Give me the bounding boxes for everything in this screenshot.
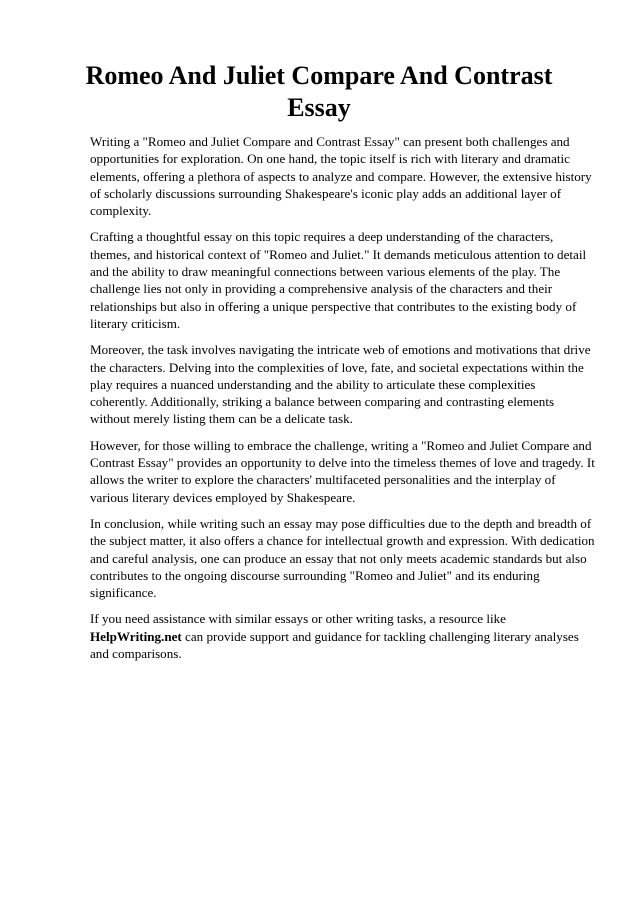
paragraph-5: In conclusion, while writing such an essay may pose difficulties due to the depth and breadth of the subject matter, it also offers a chance for intellectual growth and expression. With dedication and careful analysis, one can produce an essay that not only meets academic standards but also contributes to the ongoing discourse surrounding "Romeo and Juliet" and its enduring significance. <box>90 515 595 601</box>
document-title: Romeo And Juliet Compare And Contrast Essay <box>85 61 553 122</box>
closing-text-before: If you need assistance with similar essays or other writing tasks, a resource like <box>90 611 506 627</box>
paragraph-1: Writing a "Romeo and Juliet Compare and Contrast Essay" can present both challenges and opportunities for exploration. On one hand, the topic itself is rich with literary and dramatic elements, offering a plethora of aspects to analyze and compare. However, the extensive history of scholarly discussions surrounding Shakespeare's iconic play adds an additional layer of complexity. <box>90 134 592 219</box>
paragraph-2: Crafting a thoughtful essay on this topic requires a deep understanding of the characters, themes, and historical context of "Romeo and Juliet." It demands meticulous attention to detail and the ability to draw meaningful connections between various elements of the play. The challenge lies not only in providing a comprehensive analysis of the characters and their relationships but also in offering a unique perspective that contributes to the existing body of literary criticism. <box>90 229 587 331</box>
closing-text-after: can provide support and guidance for tackling challenging literary analyses and comparisons. <box>90 628 579 662</box>
paragraph-3: Moreover, the task involves navigating the intricate web of emotions and motivations that drive the characters. Delving into the complexities of love, fate, and societal expectations within the play requires a nuanced understanding and the ability to articulate these complexities coherently. Additionally, striking a balance between comparing and contrasting elements without merely listing them can be a delicate task. <box>90 342 591 427</box>
closing-paragraph <box>90 610 595 662</box>
document-body <box>90 133 595 671</box>
paragraph-4: However, for those willing to embrace the challenge, writing a "Romeo and Juliet Compare and Contrast Essay" provides an opportunity to delve into the timeless themes of love and tragedy. It allows the writer to explore the characters' multifaceted personalities and the interplay of various literary devices employed by Shakespeare. <box>90 437 595 505</box>
helpwriting-brand: HelpWriting.net <box>90 628 182 644</box>
